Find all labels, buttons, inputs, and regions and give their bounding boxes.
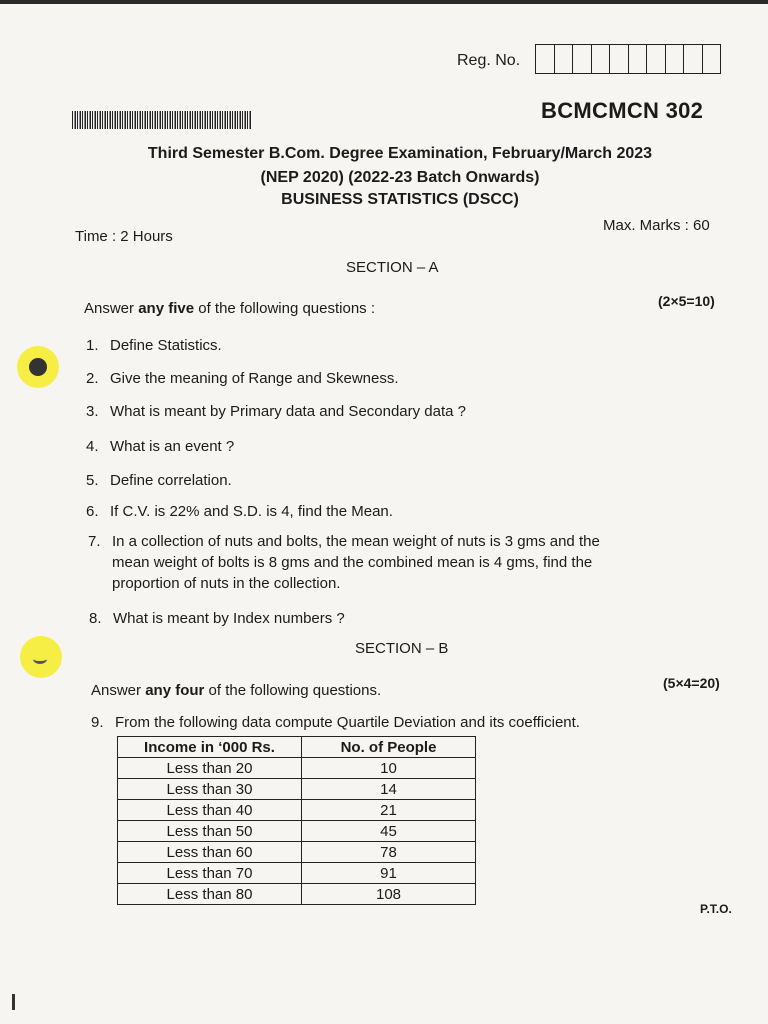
question-8: 8. What is meant by Index numbers ? (89, 610, 345, 627)
scan-edge-mark (12, 994, 15, 1010)
section-b-instruction: Answer any four of the following questions. (91, 682, 382, 699)
table-cell-people: 108 (302, 884, 476, 905)
table-cell-income: Less than 50 (118, 821, 302, 842)
reg-no-boxes (535, 44, 721, 74)
table-cell-income: Less than 40 (118, 800, 302, 821)
question-6: 6. If C.V. is 22% and S.D. is 4, find the Mean. (86, 503, 393, 520)
section-a-title: SECTION – A (346, 259, 439, 276)
table-cell-people: 45 (302, 821, 476, 842)
table-header-income: Income in ‘000 Rs. (118, 737, 302, 758)
question-4: 4. What is an event ? (86, 438, 235, 455)
table-cell-income: Less than 80 (118, 884, 302, 905)
table-row (118, 800, 476, 821)
table-header-row (118, 737, 476, 758)
table-cell-income: Less than 20 (118, 758, 302, 779)
table-row (118, 779, 476, 800)
question-9: 9. From the following data compute Quartile Deviation and its coefficient. (91, 714, 580, 731)
table-cell-people: 10 (302, 758, 476, 779)
table-row (118, 842, 476, 863)
question-2: 2. Give the meaning of Range and Skewness. (86, 370, 399, 387)
pto-marker: P.T.O. (700, 902, 732, 916)
question-7: 7. In a collection of nuts and bolts, the mean weight of nuts is 3 gms and the mean weight of bolts is 8 gms and the combined mean is 4 gms, find the proportion of nuts in the collection. (88, 533, 600, 592)
income-frequency-table (117, 736, 476, 905)
paper-code: BCMCMCN 302 (541, 98, 704, 123)
table-row (118, 863, 476, 884)
table-row (118, 821, 476, 842)
punch-hole-icon (20, 636, 62, 678)
question-3: 3. What is meant by Primary data and Secondary data ? (86, 403, 467, 420)
table-cell-income: Less than 30 (118, 779, 302, 800)
barcode (72, 111, 252, 129)
punch-hole-icon (17, 346, 59, 388)
section-a-marks: (2×5=10) (658, 293, 715, 309)
table-cell-income: Less than 60 (118, 842, 302, 863)
section-b-title: SECTION – B (355, 640, 449, 657)
table-cell-income: Less than 70 (118, 863, 302, 884)
reg-no-label: Reg. No. (457, 52, 521, 69)
table-cell-people: 14 (302, 779, 476, 800)
section-a-instruction: Answer any five of the following questions : (84, 300, 376, 317)
table-cell-people: 78 (302, 842, 476, 863)
section-b-marks: (5×4=20) (663, 675, 720, 691)
time-allowed: Time : 2 Hours (75, 228, 173, 245)
table-cell-people: 21 (302, 800, 476, 821)
scan-top-edge (0, 0, 768, 4)
max-marks: Max. Marks : 60 (603, 217, 710, 234)
subject-title: BUSINESS STATISTICS (DSCC) (281, 191, 519, 208)
table-header-people: No. of People (302, 737, 476, 758)
question-1: 1. Define Statistics. (86, 337, 222, 354)
table-row (118, 884, 476, 905)
table-row (118, 758, 476, 779)
table-cell-people: 91 (302, 863, 476, 884)
exam-title: Third Semester B.Com. Degree Examination, February/March 2023 (147, 145, 653, 162)
exam-scheme: (NEP 2020) (2022-23 Batch Onwards) (260, 169, 540, 186)
question-5: 5. Define correlation. (86, 472, 232, 489)
